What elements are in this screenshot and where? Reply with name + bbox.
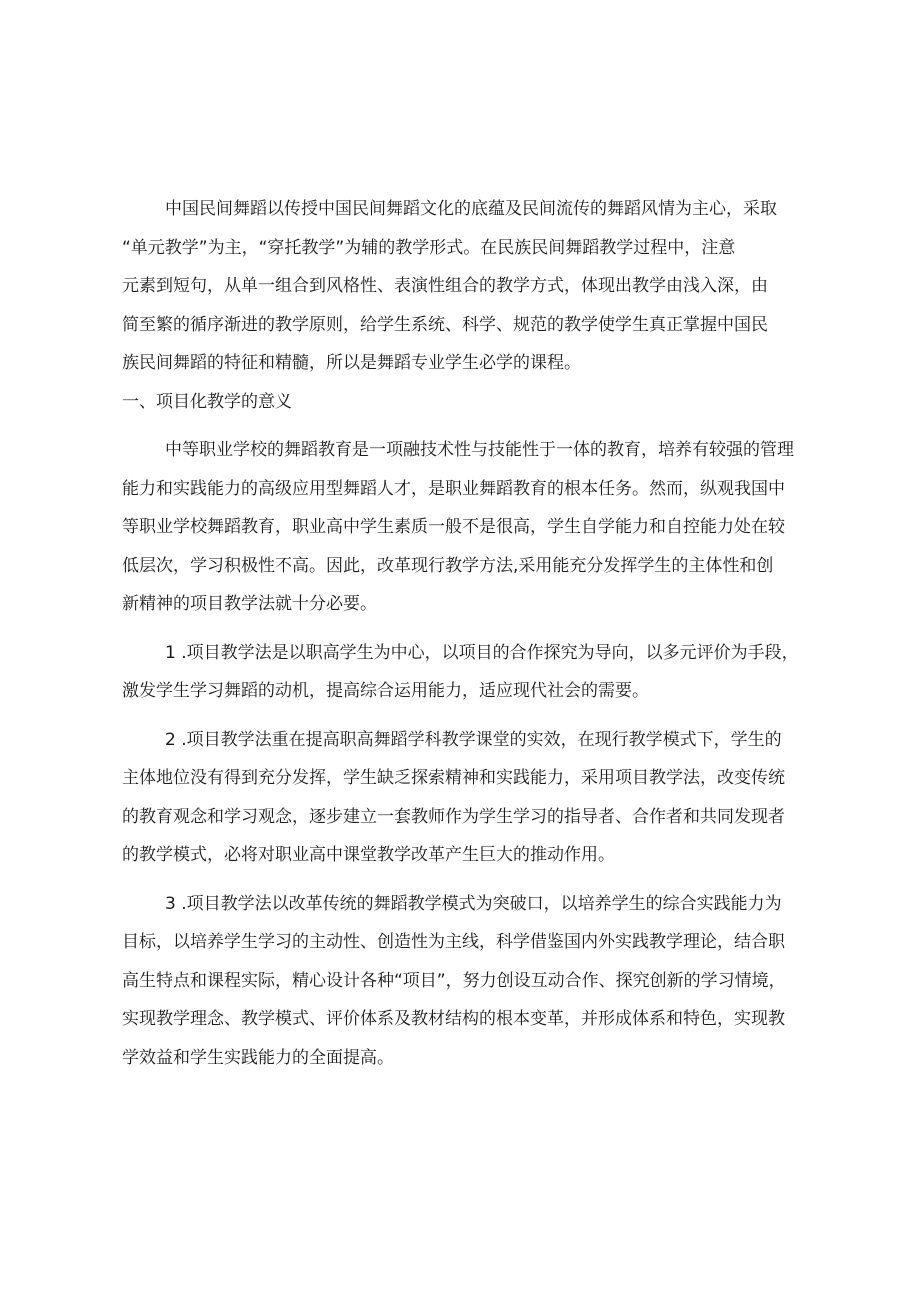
text-line: 实现教学理念、教学模式、评价体系及教材结构的根本变革，并形成体系和特色，实现教	[122, 1009, 785, 1029]
text-line: 主体地位没有得到充分发挥，学生缺乏探索精神和实践能力，采用项目教学法，改变传统	[122, 768, 785, 788]
document-body	[122, 190, 802, 1077]
text-line: 低层次，学习积极性不高。因此，改革现行教学方法,采用能充分发挥学生的主体性和创	[122, 555, 774, 576]
text-line: 激发学生学习舞蹈的动机，提高综合运用能力，适应现代社会的需要。	[122, 681, 649, 701]
text-line: 元素到短句，从单一组合到风格性、表演性组合的教学方式，体现出教学由浅入深，由	[122, 276, 768, 296]
text-line: 等职业学校舞蹈教育，职业高中学生素质一般不是很高，学生自学能力和自控能力处在较	[122, 517, 785, 537]
text-line: 高生特点和课程实际，精心设计各种“项目”，努力创设互动合作、探究创新的学习情境，	[122, 970, 786, 991]
text-line: 的教育观念和学习观念，逐步建立一套教师作为学生学习的指导者、合作者和共同发现者	[122, 806, 785, 827]
point-1-paragraph	[122, 634, 802, 711]
text-line: 族民间舞蹈的特征和精髓，所以是舞蹈专业学生必学的课程。	[122, 353, 581, 373]
section-intro-paragraph	[122, 431, 802, 624]
text-line: 中国民间舞蹈以传授中国民间舞蹈文化的底蕴及民间流传的舞蹈风情为主心，采取	[165, 199, 777, 219]
text-line: 3 .项目教学法以改革传统的舞蹈教学模式为突破口，以培养学生的综合实践能力为	[165, 893, 782, 914]
text-line: 1 .项目教学法是以职高学生为中心，以项目的合作探究为导向，以多元评价为手段，	[165, 642, 799, 663]
point-2-paragraph	[122, 721, 802, 875]
text-line: 目标，以培养学生学习的主动性、创造性为主线，科学借鉴国内外实践教学理论，结合职	[122, 932, 785, 952]
text-line: 中等职业学校的舞蹈教育是一项融技术性与技能性于一体的教育，培养有较强的管理	[165, 440, 794, 460]
text-line: 的教学模式，必将对职业高中课堂教学改革产生巨大的推动作用。	[122, 845, 615, 865]
text-line: 新精神的项目教学法就十分必要。	[122, 594, 377, 614]
text-line: 能力和实践能力的高级应用型舞蹈人才，是职业舞蹈教育的根本任务。然而，纵观我国中	[122, 478, 785, 499]
section-heading: 一、项目化教学的意义	[122, 391, 292, 412]
text-line: “单元教学”为主，“穿托教学”为辅的教学形式。在民族民间舞蹈教学过程中，注意	[122, 237, 736, 258]
text-line: 简至繁的循序渐进的教学原则，给学生系统、科学、规范的教学使学生真正掌握中国民	[122, 314, 768, 335]
text-line: 学效益和学生实践能力的全面提高。	[122, 1047, 394, 1068]
intro-paragraph	[122, 190, 802, 383]
text-line: 2 .项目教学法重在提高职高舞蹈学科教学课堂的实效，在现行教学模式下，学生的	[165, 729, 782, 750]
point-3-paragraph	[122, 885, 802, 1078]
